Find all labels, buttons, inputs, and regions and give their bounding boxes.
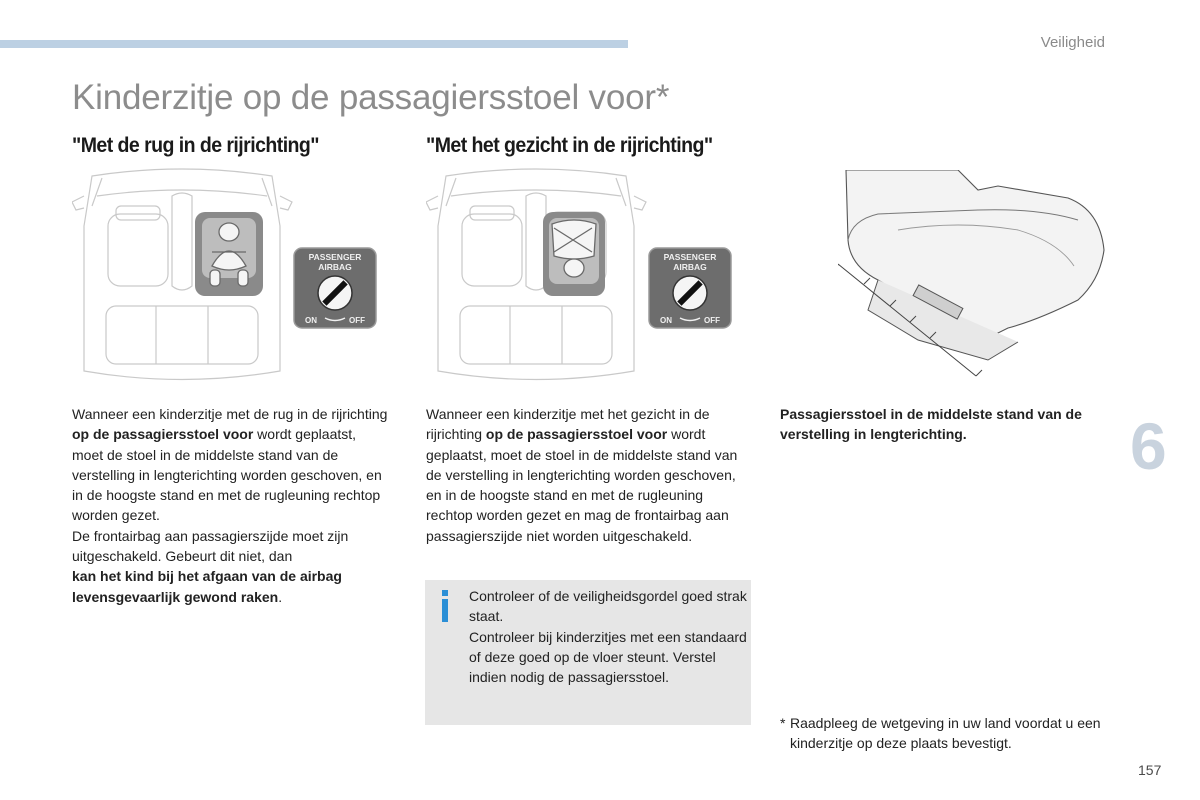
- page-title: Kinderzitje op de passagiersstoel voor*: [72, 78, 670, 117]
- header-accent-bar: [0, 40, 628, 48]
- text-segment: De frontairbag aan passagierszijde moet zijn uitgeschakeld. Gebeurt dit niet, dan: [72, 527, 349, 565]
- airbag-label-airbag: AIRBAG: [318, 262, 352, 272]
- text-segment: Wanneer een kinderzitje met de rug in de rijrichting: [72, 406, 388, 422]
- heading-forward-facing: "Met het gezicht in de rijrichting": [426, 134, 713, 157]
- footnote-text: Raadpleeg de wetgeving in uw land voordat u een kinderzitje op deze plaats bevestigt.: [790, 715, 1101, 752]
- passenger-seat-illustration: [838, 170, 1108, 385]
- rear-facing-description: [72, 404, 390, 607]
- airbag-label-passenger: PASSENGER: [663, 252, 717, 262]
- text-emphasis: op de passagiersstoel voor: [485, 426, 668, 443]
- airbag-on-panel: [648, 247, 732, 329]
- switch-off-label: OFF: [349, 316, 365, 325]
- switch-on-label: ON: [305, 316, 317, 325]
- text-segment: wordt geplaatst, moet de stoel in de middelste stand van de verstelling in lengterichting worden geschoven, en in de hoogste stand en met de rugleuning rechtop worden gezet.: [72, 426, 382, 524]
- info-text: [469, 586, 747, 687]
- text-segment: Wanneer een kinderzitje met het gezicht in de rijrichting: [426, 406, 710, 443]
- text-segment: .: [278, 588, 283, 605]
- airbag-off-panel: [293, 247, 377, 329]
- info-box: [425, 580, 751, 725]
- switch-off-label: OFF: [704, 316, 720, 325]
- text-segment: wordt geplaatst, moet de stoel in de middelste stand van de verstelling in lengterichting worden geschoven, en in de hoogste stand en met de rugleuning rechtop worden gezet en mag de frontairbag aan passagierszijde niet worden uitgeschakeld.: [426, 426, 738, 544]
- info-line-support: Controleer bij kinderzitjes met een standaard of deze goed op de vloer steunt. Verstel indien nodig de passagiersstoel.: [469, 628, 747, 686]
- footnote: [780, 713, 1120, 754]
- footnote-mark: *: [780, 715, 786, 731]
- page-number: 157: [1138, 762, 1162, 778]
- heading-rear-facing: "Met de rug in de rijrichting": [72, 134, 320, 157]
- airbag-label-passenger: PASSENGER: [308, 252, 362, 262]
- info-icon: [438, 589, 452, 623]
- section-name: Veiligheid: [1040, 34, 1105, 51]
- warning-emphasis: kan het kind bij het afgaan van de airbag levensgevaarlijk gewond raken: [72, 568, 342, 605]
- switch-on-label: ON: [660, 316, 672, 325]
- info-line-belt: Controleer of de veiligheidsgordel goed strak staat.: [469, 588, 747, 625]
- airbag-label-airbag: AIRBAG: [673, 262, 707, 272]
- forward-facing-description: [426, 404, 744, 546]
- chapter-number: 6: [1130, 409, 1167, 483]
- seat-caption: Passagiersstoel in de middelste stand van de verstelling in lengterichting.: [780, 406, 1082, 443]
- text-emphasis: op de passagiersstoel voor: [72, 426, 254, 443]
